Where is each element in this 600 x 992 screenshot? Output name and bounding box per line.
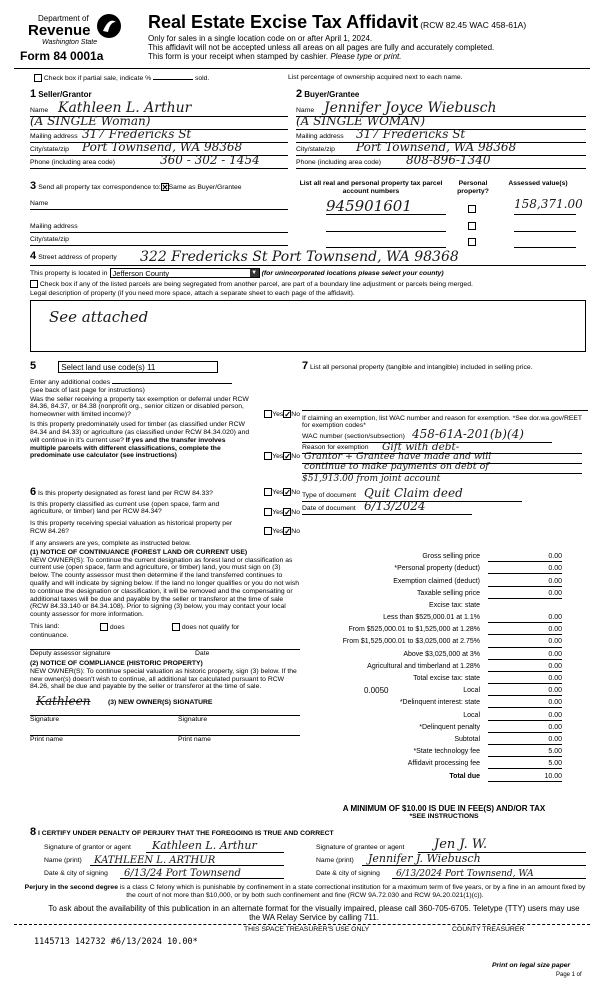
seller-name[interactable]: Kathleen L. Arthur [58,99,192,116]
personal-property-label: List all personal property (tangible and intangible) included in selling price. [310,364,533,371]
grantee-signature[interactable]: Jen J. W. [434,837,488,853]
tax-row-label: *State technology fee [413,748,480,756]
historic-question: Is this property receiving special valuation as historical property per RCW 84.26? [30,520,233,536]
header-line-1: Only for sales in a single location code on or after April 1, 2024. [148,33,373,43]
tax-row-label: Total excise tax: state [413,675,480,683]
exemption-note: *See dor.wa.gov/REET for exemption codes* [302,414,582,430]
no-label: No [291,411,300,419]
treasurer-use-label: THIS SPACE TREASURER'S USE ONLY [244,926,370,933]
tax-row [302,696,562,708]
forest-question: Is this property designated as forest land per RCW 84.33? [38,490,213,497]
header-line-3b: Please type or print. [330,52,402,62]
agency-label: Revenue [28,22,91,39]
continuance-label: continuance. [30,632,69,640]
buyer-address[interactable]: 317 Fredericks St [356,126,466,141]
tax-row-label: Above $3,025,000 at 3% [403,650,480,658]
tax-row-value[interactable]: 0.00 [488,712,562,721]
form-title: Real Estate Excise Tax Affidavit [148,12,419,32]
continuance-text: NEW OWNER(S): To continue the current designation as forest land or classification as current use (open space, farm and agriculture, or timber) land, you must sign on (3) below. The county assessor must then determine if the land transferred continues to qualify and will indicate by signing below. If the land no longer qualifies or you do not wish to continue the designation or classification, it will be removed and the compensating or additional taxes will be due and payable by the seller or transferor at the time of sale (RCW 84.33.140 or 84.34.108). Prior to signing (3) below, you may contact your local county assessor for more information. [30,556,300,619]
partial-sale-checkbox[interactable] [34,74,42,82]
grantor-signature-block [44,840,284,879]
parcel-header: List all real and personal property tax parcel account numbers [299,180,443,195]
does-label: does [109,623,125,631]
wac-label: WAC number (section/subsection) [302,433,405,441]
land-use-select-label: Select land use code(s) [61,363,145,373]
section-3-number: 3 [30,180,37,192]
tax-row-value[interactable]: 0.00 [488,736,562,745]
if-any-note: If any answers are yes, complete as instructed below. [30,539,191,547]
tax-row-value[interactable]: 0.00 [488,626,562,635]
local-rate: 0.0050 [364,686,389,696]
personal-property-checkbox-2[interactable] [468,222,476,230]
tax-row-value[interactable]: 0.00 [488,553,562,562]
grantor-signature[interactable]: Kathleen L. Arthur [152,839,257,853]
timber-no-checkbox[interactable]: ✓ [284,451,291,461]
tax-row [302,708,562,720]
yes-label: Yes [272,411,284,419]
timber-question: Is this property predominately used for timber (as classified under RCW 84.34 and 84.33) or agriculture (as classified under RCW 84.34.020) and will continue in it's current use? [30,421,250,444]
tax-row-value[interactable]: 0.00 [488,663,562,672]
tax-row [302,599,562,611]
exemption-question: Was the seller receiving a property tax exemption or deferral under RCW 84.36, 84.37, or 84.38 (nonprofit org., senior citizen or disabled person, homeowner with limited income)? [30,395,249,419]
new-owner-signature-heading: (3) NEW OWNER(S) SIGNATURE [108,699,213,707]
accessibility-note: To ask about the availability of this publication in an alternate format for the visually impaired, please call 360-705-6705. Teletype (TTY) users may use the WA Relay Service by calling 711. [48,904,580,923]
reason-line-4[interactable]: $51,913.00 from joint account [302,473,441,484]
minimum-due-note: A MINIMUM OF $10.00 IS DUE IN FEE(S) AND/OR TAX [342,804,546,813]
signature-label-1: Signature [30,716,60,724]
no-label: No [291,508,300,516]
seller-address-label: Mailing address [30,132,78,140]
section-4-number: 4 [30,250,37,262]
chevron-down-icon: ▼ [251,270,258,276]
tax-row [302,611,562,623]
this-land-label: This land: [30,623,60,631]
county-treasurer-label: COUNTY TREASURER [452,926,525,933]
reason-line-3[interactable]: continue to make payments on debt of [304,461,489,473]
county-select[interactable] [110,268,260,278]
personal-property-header: Personal property? [457,180,489,195]
current-use-no-checkbox[interactable]: ✓ [284,507,291,517]
seller-name-label: Name [30,106,49,114]
tax-row-label: *Delinquent interest: state [399,699,480,707]
new-owner-signature[interactable]: Kathleen [36,694,91,709]
yes-label: Yes [272,508,284,516]
tax-row-label: From $1,525,000.01 to $3,025,000 at 2.75% [342,638,480,646]
form-rcw: (RCW 82.45 WAC 458-61A) [420,20,527,30]
certification-heading: I CERTIFY UNDER PENALTY OF PERJURY THAT THE FOREGOING IS TRUE AND CORRECT [38,830,334,837]
seller-address[interactable]: 317 Fredericks St [82,126,192,141]
tax-row-value[interactable]: 0.00 [488,565,562,574]
exemption-label: If claiming an exemption, list WAC number and reason for exemption. [302,414,511,422]
buyer-address-label: Mailing address [296,132,344,140]
perjury-notice [20,884,590,900]
tax-row-label: From $525,000.01 to $1,525,000 at 1.28% [348,626,480,634]
buyer-phone[interactable]: 808-896-1340 [406,152,491,167]
tax-row-label: *Personal property (deduct) [394,565,480,573]
tax-row-label: Gross selling price [422,553,480,561]
tax-row-value[interactable]: 0.00 [488,699,562,708]
county-value: Jefferson County [112,269,170,278]
buyer-city[interactable]: Port Townsend, WA 98368 [356,139,517,154]
assessor-date-label: Date [195,650,210,658]
header-line-2: This affidavit will not be accepted unless all areas on all pages are fully and accurately completed. [148,42,495,52]
grantor-printed-name[interactable]: KATHLEEN L. ARTHUR [94,854,216,866]
grantor-signature-label: Signature of grantor or agent [44,844,131,852]
tax-row-label: Subtotal [454,735,480,743]
property-street-address[interactable]: 322 Fredericks St Port Townsend, WA 98368 [140,248,459,265]
seller-phone-label: Phone (including area code) [30,158,116,166]
property-section [30,250,586,297]
forest-yes-checkbox[interactable] [264,488,272,496]
tax-row-label: Local [463,687,480,695]
same-as-buyer-checkbox[interactable]: ✕ [161,183,169,193]
additional-codes-label: Enter any additional codes [30,379,111,387]
historic-yes-checkbox[interactable] [264,527,272,535]
tax-row [302,635,562,647]
correspondence-name-label: Name [30,199,49,207]
instructions-note: (see back of last page for instructions) [30,386,145,394]
reason-line-1[interactable]: Gift with debt- [382,441,460,454]
tax-row [302,574,562,586]
certification-section [30,826,586,839]
grantor-date-city[interactable]: 6/13/24 Port Townsend [124,867,241,879]
tax-row [302,550,562,562]
exemption-no-checkbox[interactable]: ✓ [284,410,291,420]
compliance-heading: (2) NOTICE OF COMPLIANCE (HISTORIC PROPERTY) [30,660,203,668]
yes-label: Yes [272,452,284,460]
buyer-name-2[interactable]: (A SINGLE WOMAN) [296,113,426,128]
tax-row [302,562,562,574]
yes-label: Yes [272,488,284,496]
dept-label: Department of [38,14,89,23]
reason-line-2[interactable]: Grantor + Grantee have made and will [304,451,492,463]
grantee-date-label: Date & city of signing [316,870,380,878]
partial-sold-label: sold. [194,74,210,82]
tax-row [302,660,562,672]
tax-row-label: Total due [449,772,480,780]
tax-row [302,721,562,733]
street-address-label: Street address of property [38,254,117,261]
tax-row [302,623,562,635]
correspondence-city-label: City/state/zip [30,235,69,243]
document-date[interactable]: 6/13/2024 [364,499,426,514]
forest-no-checkbox[interactable]: ✓ [284,488,291,497]
tax-row [302,684,562,696]
section-8-number: 8 [30,826,37,838]
qualifies-checkbox[interactable] [100,623,108,631]
document-type[interactable]: Quit Claim deed [364,486,463,501]
document-date-label: Date of document [302,505,356,513]
section-7-number: 7 [302,360,309,372]
land-use-code: 11 [147,363,156,373]
buyer-phone-label: Phone (including area code) [296,158,382,166]
compliance-text: NEW OWNER(S): To continue special valuation as historic property, sign (3) below. If the new owner(s) doesn't wish to continue, all additional tax calculated pursuant to RCW 84.26, shall be due and payable by the seller or transferor at the time of sale. [30,667,297,691]
seller-phone[interactable]: 360 - 302 - 1454 [160,152,260,167]
partial-sale-label: Check box if partial sale, indicate % [43,74,152,82]
tax-calculation-table [302,550,562,782]
tax-row-value[interactable]: 10.00 [488,773,562,782]
tax-row-value[interactable]: 0.00 [488,578,562,587]
same-as-buyer-label: Same as Buyer/Grantee [168,184,242,191]
personal-property-checkbox-3[interactable] [468,238,476,246]
state-label: Washington State [42,39,98,46]
print-name-label-1: Print name [30,736,63,744]
segregated-label: Check box if any of the listed parcels are being segregated from another parcel, are part of a boundary line adjustment or parcels being merged. [39,280,473,288]
tax-row-label: Affidavit processing fee [407,760,480,768]
page-indicator: Page 1 of [556,972,582,978]
tax-row-value[interactable]: 0.00 [488,675,562,684]
assessed-value-header: Assessed value(s) [508,180,568,187]
grantor-date-label: Date & city of signing [44,870,108,878]
no-label: No [291,452,300,460]
seller-section [30,88,288,169]
section-5-number: 5 [30,360,37,372]
current-use-question: Is this property classified as current use (open space, farm and agriculture, or timber) land per RCW 84.34? [30,500,220,516]
legal-description: See attached [49,308,149,326]
buyer-city-label: City/state/zip [296,145,335,153]
cashier-stamp: 1145713 142732 #6/13/2024 10.00* [34,937,198,947]
personal-property-section [302,360,588,515]
parcel-number[interactable]: 945901601 [326,197,412,215]
tax-row [302,757,562,769]
does-not-qualify-label: does not qualify for [181,623,240,631]
document-type-label: Type of document [302,492,357,500]
seller-city-label: City/state/zip [30,145,69,153]
perjury-text: is a class C felony which is punishable by confinement in a state correctional institution for a maximum term of five years, or by a fine in an amount fixed by the court of not more than $10,000, or by both such confinement and fine (RCW 9A.72.030 and RCW 9A.20.021(1)(c)). [119,884,586,899]
reason-label: Reason for exemption [302,444,369,452]
wac-number[interactable]: 458-61A-201(b)(4) [412,427,524,442]
correspondence-section [30,180,288,246]
land-use-select[interactable] [58,361,218,373]
seller-name-2[interactable]: (A SINGLE Woman) [30,113,151,128]
personal-property-checkbox-1[interactable] [468,205,476,213]
see-instructions-note: *SEE INSTRUCTIONS [409,813,479,820]
grantor-name-label: Name (print) [44,857,82,865]
tax-row [302,733,562,745]
tax-row-label: Local [463,711,480,719]
correspondence-address-label: Mailing address [30,222,78,230]
tax-row [302,745,562,757]
yes-label: Yes [272,528,284,536]
tax-row [302,672,562,684]
tax-row-value[interactable]: 0.00 [488,638,562,647]
tax-row-label: Exemption claimed (deduct) [393,577,480,585]
tax-row-label: Excise tax: state [429,601,480,609]
grantee-signature-block [316,837,586,879]
land-use-section [30,360,300,460]
tax-row [302,769,562,781]
tax-row [302,648,562,660]
percentage-note: List percentage of ownership acquired next to each name. [288,74,463,81]
legal-description-box[interactable] [30,300,586,352]
timber-question-note: If yes and the transfer involves multiple parcels with different classifications, complete the predominate use calculator (see instructions) [30,436,226,460]
grantee-date-city[interactable]: 6/13/2024 Port Townsend, WA [396,868,534,879]
tax-row-label: Taxable selling price [416,589,480,597]
header-line-3: This form is your receipt when stamped by cashier. [148,52,329,62]
buyer-name-label: Name [296,106,315,114]
perjury-bold: Perjury in the second degree [24,884,118,891]
no-label: No [291,528,300,536]
tax-row-value[interactable]: 5.00 [488,760,562,769]
location-note: (for unincorporated locations please select your county) [261,269,444,277]
tax-row-value[interactable]: 0.00 [488,651,562,660]
segregated-checkbox[interactable] [30,280,38,288]
section-6-number: 6 [30,486,37,498]
buyer-section [296,88,586,169]
print-name-label-2: Print name [178,736,211,744]
tax-row-label: Agricultural and timberland at 1.28% [367,662,480,670]
timber-yes-checkbox[interactable] [264,452,272,460]
seller-title: Seller/Grantor [38,90,92,99]
assessor-signature-label: Deputy assessor signature [30,650,111,658]
section-1-number: 1 [30,88,37,100]
tax-row-label: *Delinquent penalty [419,723,480,731]
seller-city[interactable]: Port Townsend, WA 98368 [82,139,243,154]
section-2-number: 2 [296,88,303,100]
tax-row-value[interactable]: 5.00 [488,748,562,757]
signature-label-2: Signature [178,716,208,724]
no-label: No [291,488,300,496]
form-number: Form 84 0001a [20,49,104,63]
print-note: Print on legal size paper [492,962,571,969]
tax-row-label: Less than $525,000.01 at 1.1% [383,614,480,622]
forest-section [30,486,300,745]
tax-row-value[interactable]: 0.00 [488,724,562,733]
legal-description-label: Legal description of property (if you need more space, attach a separate sheet to each page of the affidavit). [30,289,355,297]
historic-no-checkbox[interactable]: ✓ [284,527,291,537]
current-use-yes-checkbox[interactable] [264,508,272,516]
buyer-title: Buyer/Grantee [304,90,360,99]
tax-row [302,587,562,599]
tax-row-value[interactable]: 0.00 [488,614,562,623]
correspondence-label: Send all property tax correspondence to: [38,184,161,191]
location-label: This property is located in [30,269,108,277]
grantee-printed-name[interactable]: Jennifer J. Wiebusch [368,852,481,866]
assessed-value[interactable]: 158,371.00 [514,197,583,211]
dor-logo [20,10,130,62]
buyer-name[interactable]: Jennifer Joyce Wiebusch [324,99,497,116]
revenue-logo-icon [96,13,122,39]
grantee-name-label: Name (print) [316,857,354,865]
tax-row-value[interactable]: 0.00 [488,687,562,696]
continuance-heading: (1) NOTICE OF CONTINUANCE (FOREST LAND OR CURRENT USE) [30,548,248,556]
tax-row-value[interactable]: 0.00 [488,590,562,599]
exemption-yes-checkbox[interactable] [264,410,272,418]
grantee-signature-label: Signature of grantee or agent [316,844,405,852]
not-qualify-checkbox[interactable] [172,623,180,631]
